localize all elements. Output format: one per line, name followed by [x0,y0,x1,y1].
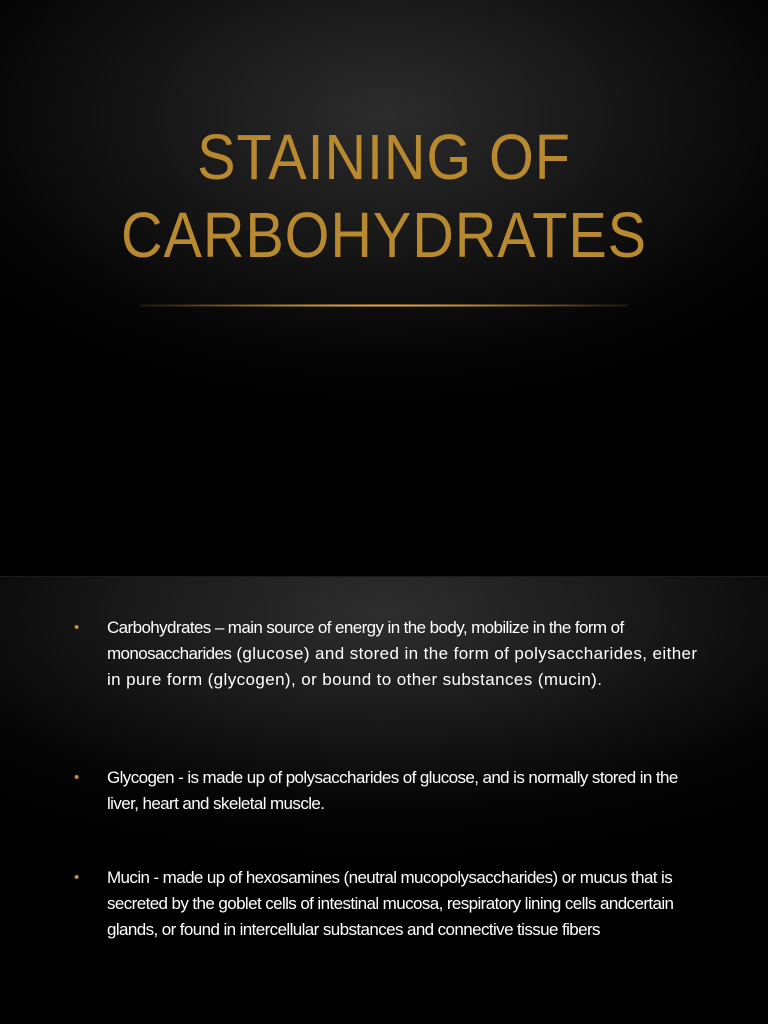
slide-title [38,118,729,274]
bullet-item-glycogen [74,765,707,817]
bullet-dot-icon: • [74,869,80,886]
bullet-text-condensed: Glycogen - is made up of polysaccharides of glucose, and is normally stored in the liver, heart and skeletal muscle. [107,768,678,813]
title-line-2: CARBOHYDRATES [121,199,647,271]
bullet-dot-icon: • [74,769,80,786]
content-slide [0,577,768,1024]
bullet-text-regular: (glucose) and stored in the form of polysaccharides, either in pure form (glycogen), or bound to other substances (mucin). [107,644,698,689]
bullet-dot-icon: • [74,619,80,636]
bullet-text-condensed: Mucin - made up of hexosamines (neutral mucopolysaccharides) or mucus that is secreted by the goblet cells of intestinal mucosa, respiratory lining cells andcertain glands, or found in intercellular substances and connective tissue fibers [107,868,674,939]
bullet-item-carbohydrates [74,615,707,693]
title-divider [140,304,628,307]
bullet-item-mucin [74,865,707,943]
title-line-1: STAINING OF [197,121,571,193]
bullet-text-condensed: Carbohydrates – main source of energy in the body, mobilize in the form of monosaccharides [107,618,624,663]
